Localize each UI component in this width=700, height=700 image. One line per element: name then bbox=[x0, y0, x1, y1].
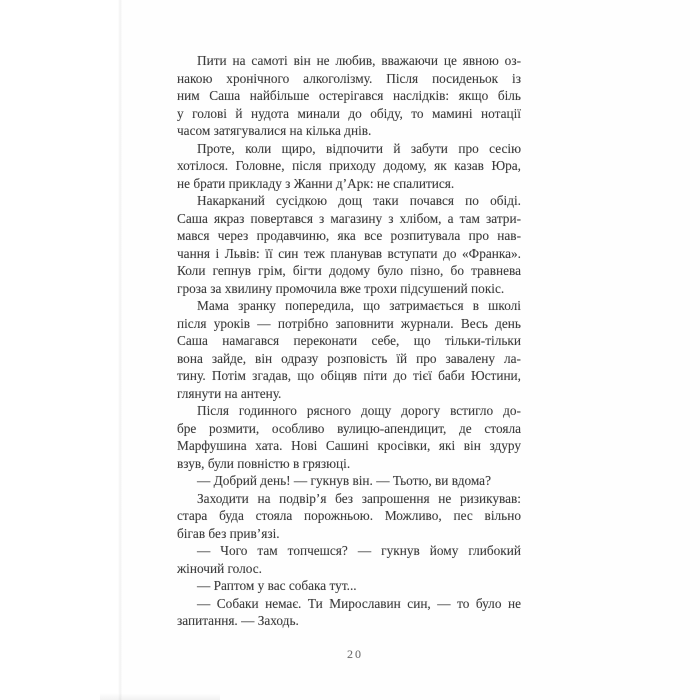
text-line: у голові й нудота минали до обіду, то мамині нотації bbox=[177, 105, 521, 121]
text-line: тину. Потім згадав, що обіцяв піти до тієї баби Юстини, bbox=[177, 368, 521, 383]
text-line: — Чого там топчешся? — гукнув йому глибокий bbox=[197, 543, 521, 558]
page-left-edge bbox=[118, 0, 122, 700]
text-line: бігав без прив’язі. bbox=[177, 525, 280, 541]
text-line: бре розмити, особливо вулицю-апендицит, де стояла bbox=[177, 420, 521, 436]
text-line: взув, були повністю в грязюці. bbox=[177, 455, 351, 471]
text-line: гроза за хвилину промочила вже трохи підсушений покіс. bbox=[177, 280, 505, 296]
text-line: запитання. — Заходь. bbox=[177, 613, 299, 628]
text-line: жіночий голос. bbox=[177, 560, 262, 576]
text-line: мався через продавчиню, яка все розпитувала про нав- bbox=[177, 228, 521, 243]
text-line: Коли гепнув грім, бігти додому було пізно, бо травнева bbox=[177, 263, 521, 278]
page-number: 20 bbox=[347, 647, 363, 661]
text-line: Накарканий сусідкою дощ таки почався по обіді. bbox=[197, 193, 521, 208]
text-line: вона зайде, він одразу розповість їй про завалену ла- bbox=[177, 350, 521, 366]
page-bottom-shadow bbox=[100, 693, 220, 700]
text-line: Заходити на подвір’я без запрошення не ризикував: bbox=[197, 490, 521, 506]
text-line: часом затягувалися на кілька днів. bbox=[177, 123, 372, 138]
text-line: — Собаки немає. Ти Мирославин син, — то було не bbox=[197, 595, 521, 611]
text-line: після уроків — потрібно заповнити журнали. Весь день bbox=[177, 315, 521, 331]
text-line: Марфушина хата. Нові Сашині кросівки, які він здуру bbox=[177, 438, 521, 453]
text-line: — Добрий день! — гукнув він. — Тьотю, ви вдома? bbox=[197, 473, 491, 488]
text-line: Після годинного рясного дощу дорогу встигло до- bbox=[197, 403, 521, 418]
text-line: глянути на антену. bbox=[177, 385, 282, 401]
text-line: не брати прикладу з Жанни д’Арк: не спалитися. bbox=[177, 175, 455, 191]
text-line: Саша намагався переконати себе, що тільки-тільки bbox=[177, 333, 521, 348]
text-line: Пити на самоті він не любив, вважаючи це явною оз- bbox=[197, 53, 521, 68]
text-line: ним Саша найбільше остерігався наслідків: якщо біль bbox=[177, 88, 521, 103]
text-line: чання і Львів: її син теж планував вступати до «Франка». bbox=[177, 245, 521, 261]
text-line: хотілося. Головне, після приходу додому, як казав Юра, bbox=[177, 158, 521, 173]
text-line: Проте, коли щиро, відпочити й забути про сесію bbox=[197, 140, 521, 156]
page-text bbox=[177, 52, 521, 630]
text-line: — Раптом у вас собака тут... bbox=[197, 578, 357, 593]
text-line: стара буда стояла порожньою. Можливо, пес вільно bbox=[177, 508, 521, 523]
text-line: Мама зранку попередила, що затримається в школі bbox=[197, 298, 521, 313]
text-line: накою хронічного алкоголізму. Після посиденьок із bbox=[177, 70, 521, 86]
text-line: Саша якраз повертався з магазину з хлібом, а там затри- bbox=[177, 210, 521, 226]
